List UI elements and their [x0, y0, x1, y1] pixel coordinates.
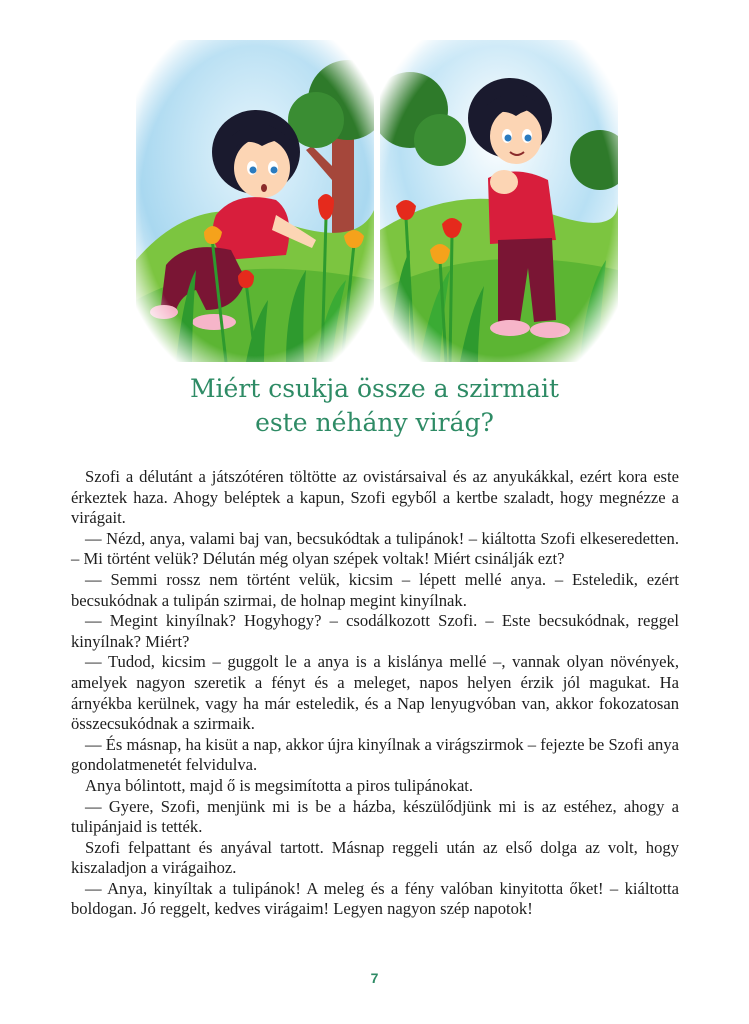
story-paragraph: Szofi felpattant és anyával tartott. Másnap reggeli után az első dolga az volt, hogy kiszaladjon a virágaihoz. — [71, 837, 679, 878]
story-paragraph: — Nézd, anya, valami baj van, becsukódtak a tulipánok! – kiáltotta Szofi elkeseredetten. – Mi történt velük? Délután még olyan szépek voltak! Miért csinálják ezt? — [71, 528, 679, 569]
story-paragraph: — Megint kinyílnak? Hogyhogy? – csodálkozott Szofi. – Este becsukódnak, reggel kinyílnak? Miért? — [71, 611, 679, 651]
illustration-right — [380, 40, 618, 362]
illustration-left — [136, 40, 374, 362]
story-text — [71, 467, 679, 920]
story-title-line-2: este néhány virág? — [255, 408, 494, 437]
story-title — [0, 372, 749, 440]
story-paragraph: — Semmi rossz nem történt velük, kicsim – lépett mellé anya. – Esteledik, ezért becsukódnak a tulipán szirmai, de holnap megint kinyílnak. — [71, 569, 679, 610]
story-paragraph: — Tudod, kicsim – guggolt le a anya is a kislánya mellé –, vannak olyan növények, amelyek nagyon szeretik a fényt és a meleget, napos helyen érzik jól magukat. Ha árnyékba kerülnek, vagy ha már esteledik, és a Nap lenyugvóban van, akkor fokozatosan összecsukódnak a szirmaik. — [71, 652, 679, 734]
girl-standing-illustration — [380, 40, 618, 362]
page-number: 7 — [370, 970, 379, 986]
story-paragraph: Anya bólintott, majd ő is megsimította a piros tulipánokat. — [85, 775, 474, 795]
story-paragraph: — Anya, kinyíltak a tulipánok! A meleg és a fény valóban kinyitotta őket! – kiáltotta boldogan. Jó reggelt, kedves virágaim! Legyen nagyon szép napotok! — [71, 878, 679, 919]
story-paragraph: Szofi a délutánt a játszótéren töltötte az ovistársaival és az anyukákkal, ezért kora este érkeztek haza. Ahogy beléptek a kapun, Szofi egyből a kertbe szaladt, hogy megnézze a virágait. — [71, 467, 679, 528]
girl-crouching-illustration — [136, 40, 374, 362]
story-paragraph: — Gyere, Szofi, menjünk mi is be a házba, készülődjünk mi is az estéhez, ahogy a tulipánjaid is tették. — [71, 796, 679, 837]
story-paragraph: — És másnap, ha kisüt a nap, akkor újra kinyílnak a virágszirmok – fejezte be Szofi anya gondolatmenetét felvidulva. — [71, 734, 679, 775]
story-title-line-1: Miért csukja össze a szirmait — [189, 374, 560, 403]
